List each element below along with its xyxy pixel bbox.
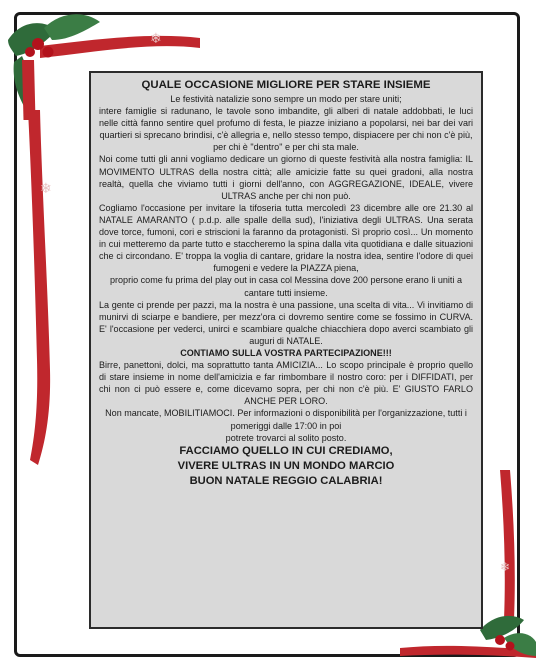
snowflake-icon: ❄ bbox=[500, 560, 511, 574]
paragraph-1: Le festività natalizie sono sempre un modo per stare uniti; bbox=[170, 94, 402, 104]
paragraph-4: Noi come tutti gli anni vogliamo dedicare un giorno di queste festività alla nostra famiglia: IL MOVIMENTO ULTRAS della nostra città; alle amicizie fatte su quei gradoni, alla nostra realtà, quella che viviamo tutti i giorni dell'anno, con AGGREGAZIONE, IDEALE, vivere ULTRAS anche per chi non può. bbox=[99, 154, 473, 201]
paragraph-3: per chi è "dentro" e per chi sta male. bbox=[213, 142, 359, 153]
flyer-paper bbox=[89, 71, 483, 629]
paragraph-6: proprio come fu prima del play out in casa col Messina dove 200 persone erano li uniti a cantare tutti insieme. bbox=[109, 275, 463, 298]
paragraph-8: CONTIAMO SULLA VOSTRA PARTECIPAZIONE!!! bbox=[180, 347, 392, 358]
closing-line-2: VIVERE ULTRAS IN UN MONDO MARCIO bbox=[177, 459, 395, 472]
closing-line-1: FACCIAMO QUELLO IN CUI CREDIAMO, bbox=[179, 444, 393, 457]
berry-3 bbox=[25, 47, 35, 57]
paragraph-11: potrete trovarci al solito posto. bbox=[225, 432, 347, 443]
ribbon-left-icon bbox=[20, 110, 60, 470]
paragraph-7: La gente ci prende per pazzi, ma la nostra è una passione, una scelta di vita... Vi invitiamo di munirvi di sciarpe e bandiere, per mezz'ora ci dovremo sentire come se fossimo in CURVA. E' l'occasione per vederci, unirci e scambiare qualche chiacchiera dopo averci scambiato gli auguri di NATALE. bbox=[99, 299, 473, 346]
paragraph-9: Birre, panettoni, dolci, ma soprattutto tanta AMICIZIA... Lo scopo principale è proprio quello di stare insieme in nome dell'amicizia e far rimbombare il nostro coro: per i DIFFIDATI, per chi non ci può essere e, come dicevamo sopra, per chi non c'è più. E' GIUSTO FARLO ANCHE PER LORO. bbox=[99, 360, 473, 407]
paragraph-5: Cogliamo l'occasione per invitare la tifoseria tutta mercoledì 23 dicembre alle ore 21.30 al NATALE AMARANTO ( p.d.p. alle spalle della sud), l'iniziativa degli ULTRAS. Una serata dove torce, fumoni, cori e striscioni la faranno da protagonisti. Sì proprio così... Un momento in cui metteremo da parte tutto e staccheremo la spina dalla vita quotidiana e dalle situazioni che ci circondano. E' troppa la voglia di cantare, gridare la nostra idea, sentire l'odore di quei fumogeni e vedere la PIAZZA piena, bbox=[99, 202, 473, 274]
paragraph-10: Non mancate, MOBILITIAMOCI. Per informazioni o disponibilità per l'organizzazione, tutti i pomeriggi dalle 17:00 in poi bbox=[105, 408, 467, 431]
holly-leaf-2 bbox=[44, 14, 100, 40]
snowflake-icon: ❄ bbox=[40, 180, 52, 196]
ribbon-top bbox=[40, 36, 200, 58]
berry-1 bbox=[32, 38, 44, 50]
snowflake-icon: ❄ bbox=[150, 30, 162, 46]
paragraph-2: intere famiglie si radunano, le tavole sono imbandite, gli alberi di natale addobbati, le luci nelle città fanno sentire quel profumo di festa, le piazze iniziano a popolarsi, nei bar dei vari quartieri si sprecano brindisi, c'è allegria e, nello stesso tempo, dispiacere per chi non c'è più, bbox=[99, 106, 473, 141]
berry-5 bbox=[506, 642, 515, 651]
flyer-title: QUALE OCCASIONE MIGLIORE PER STARE INSIEME bbox=[141, 79, 431, 91]
closing-line-3: BUON NATALE REGGIO CALABRIA! bbox=[189, 474, 383, 487]
berry-4 bbox=[495, 635, 505, 645]
berry-2 bbox=[43, 47, 54, 58]
